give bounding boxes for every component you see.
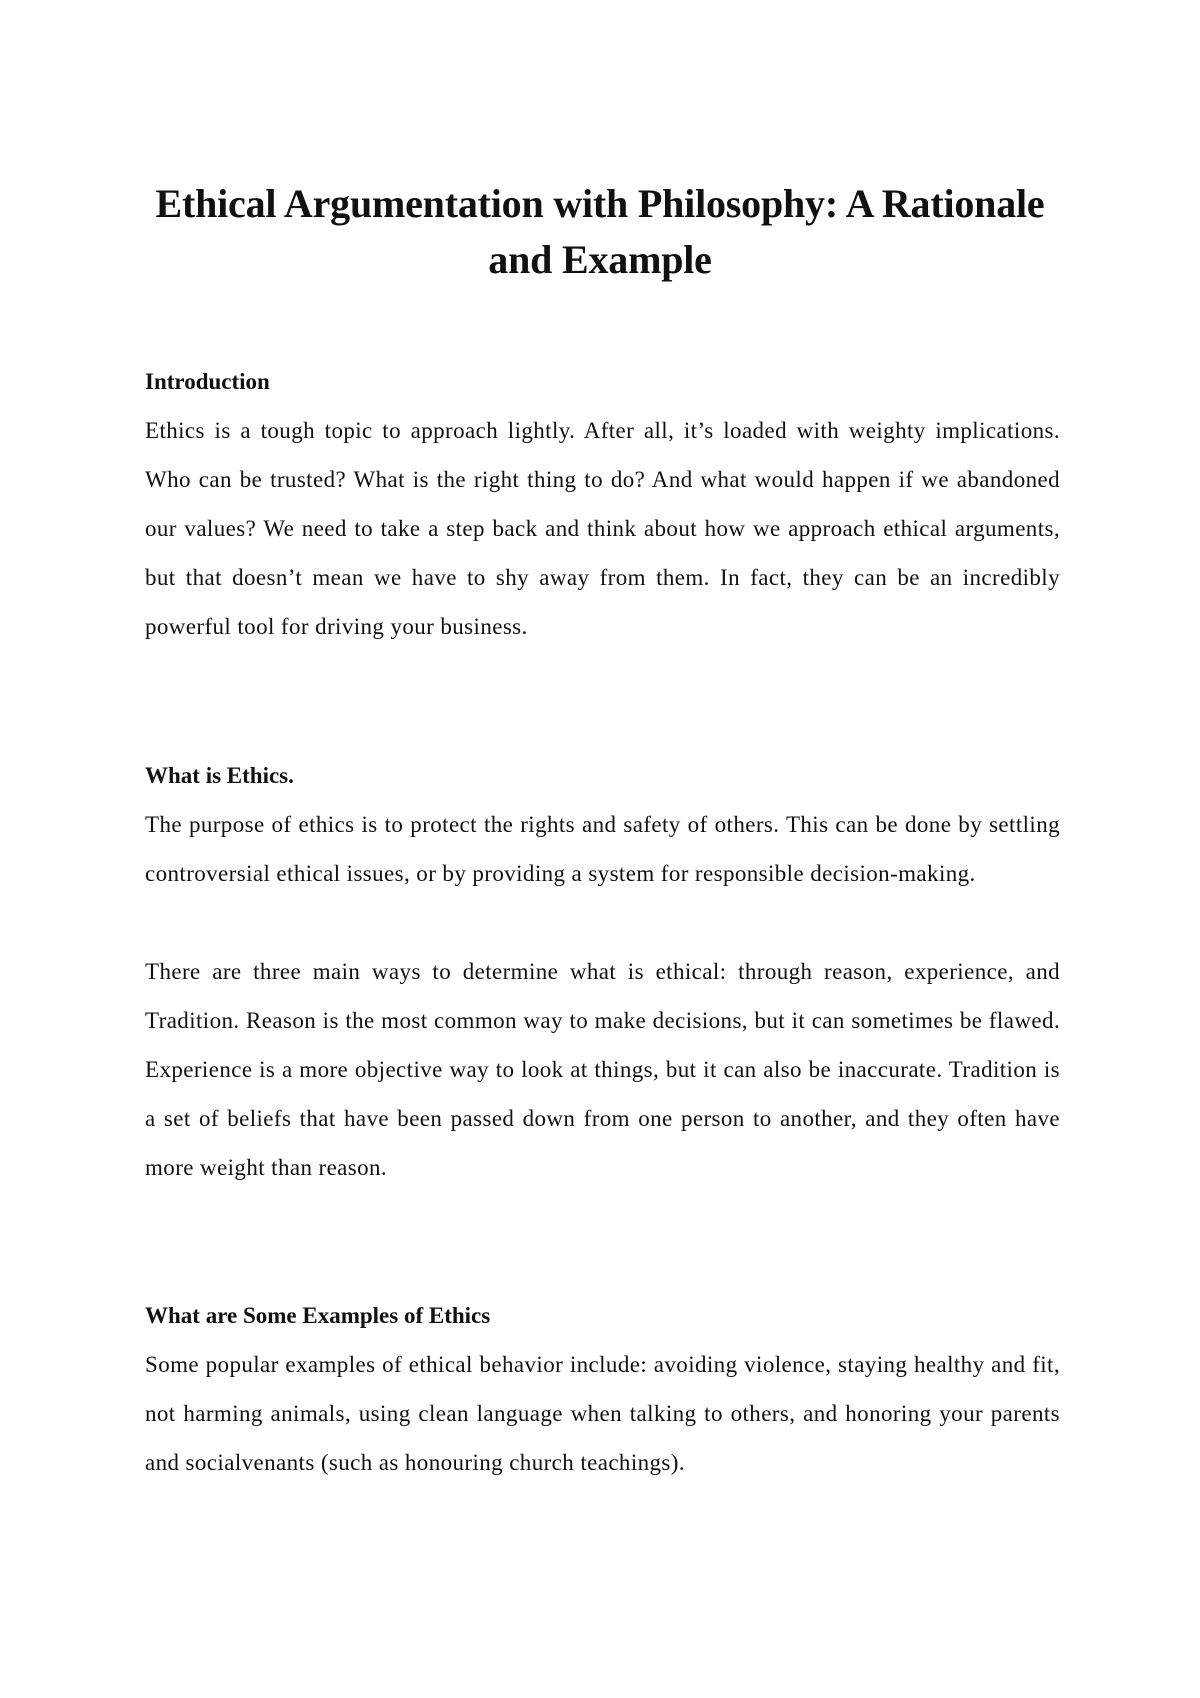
- page-title: Ethical Argumentation with Philosophy: A Rationale and Example: [155, 181, 1045, 282]
- section-heading-examples-of-ethics: What are Some Examples of Ethics: [145, 1303, 491, 1328]
- section-heading-what-is-ethics: What is Ethics.: [145, 763, 294, 788]
- introduction-paragraph: Ethics is a tough topic to approach lightly. After all, it’s loaded with weighty implications. Who can be trusted? What is the right thing to do? And what would happen if we abandoned our values? We need to take a step back and think about how we approach ethical arguments, but that doesn’t mean we have to shy away from them. In fact, they can be an incredibly powerful tool for driving your business.: [145, 418, 1060, 639]
- what-is-ethics-paragraph-1: The purpose of ethics is to protect the rights and safety of others. This can be done by settling controversial ethical issues, or by providing a system for responsible decision-making.: [145, 812, 1060, 886]
- what-is-ethics-paragraph-2: There are three main ways to determine what is ethical: through reason, experience, and Tradition. Reason is the most common way to make decisions, but it can sometimes be flawed. Experience is a more objective way to look at things, but it can also be inaccurate. Tradition is a set of beliefs that have been passed down from one person to another, and they often have more weight than reason.: [145, 959, 1060, 1180]
- section-heading-introduction: Introduction: [145, 369, 270, 394]
- examples-of-ethics-paragraph: Some popular examples of ethical behavior include: avoiding violence, staying healthy and fit, not harming animals, using clean language when talking to others, and honoring your parents and socialvenants (such as honouring church teachings).: [145, 1352, 1060, 1475]
